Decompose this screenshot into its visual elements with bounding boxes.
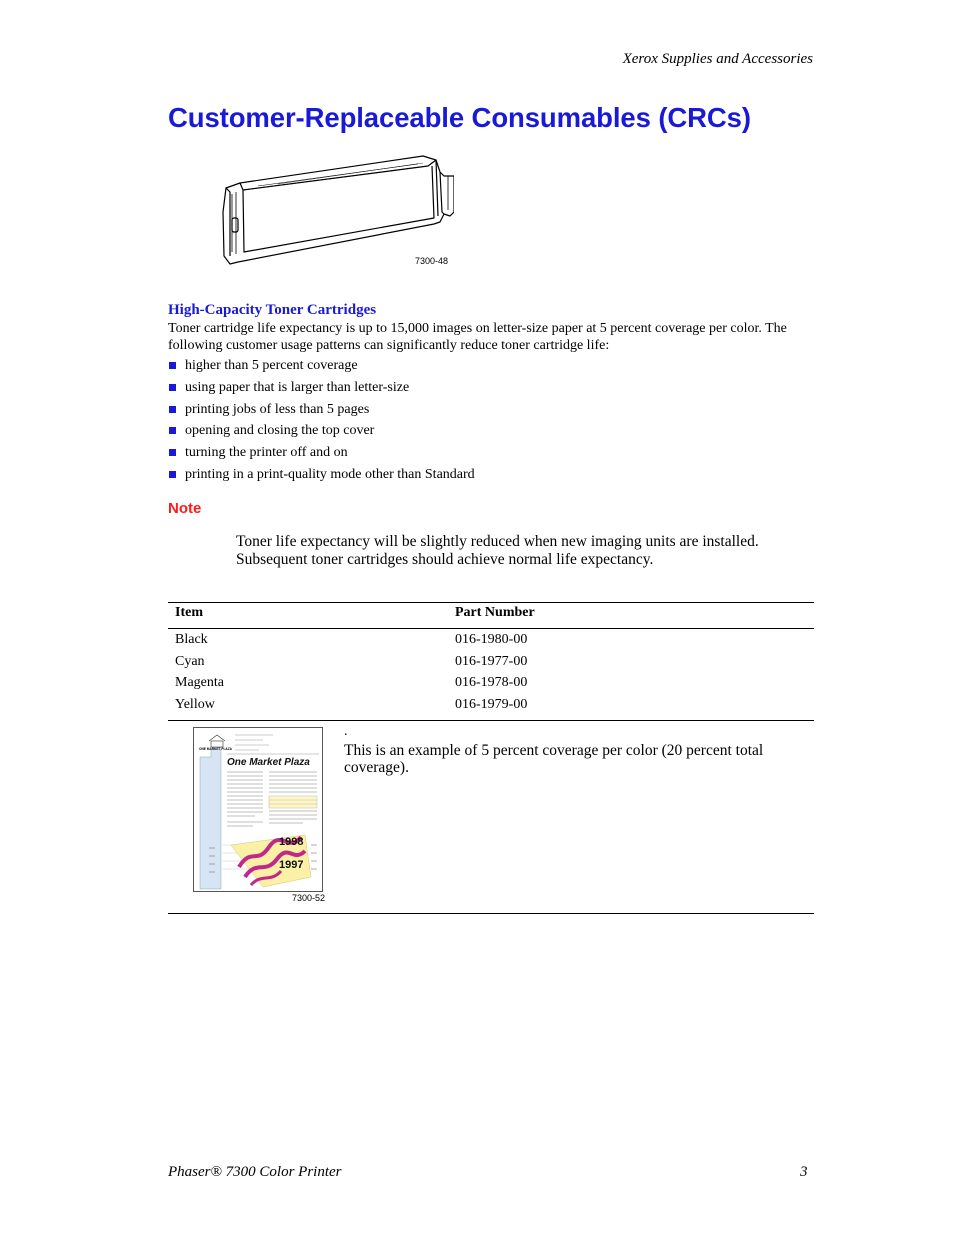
list-item-text: opening and closing the top cover bbox=[185, 423, 375, 439]
sample-page-thumbnail bbox=[193, 727, 323, 893]
table-header-rule bbox=[168, 628, 814, 629]
figure-code-label: 7300-48 bbox=[415, 256, 449, 266]
list-item bbox=[168, 357, 475, 379]
table-header-item: Item bbox=[175, 605, 203, 620]
toner-cartridge-icon bbox=[218, 152, 454, 270]
table-cell-part-number: 016-1979-00 bbox=[455, 697, 528, 712]
coverage-example-figure bbox=[193, 727, 323, 893]
usage-pattern-list bbox=[168, 357, 475, 488]
bullet-square-icon bbox=[169, 449, 176, 456]
table-cell-item: Cyan bbox=[175, 654, 205, 669]
bullet-square-icon bbox=[169, 406, 176, 413]
list-item bbox=[168, 401, 475, 423]
coverage-example-text: This is an example of 5 percent coverage per color (20 percent total coverage). bbox=[344, 742, 764, 776]
intro-paragraph: Toner cartridge life expectancy is up to 15,000 images on letter-size paper at 5 percent coverage per color. The following customer usage patterns can significantly reduce toner cartridge life: bbox=[168, 321, 787, 353]
figure-title-text: One Market Plaza bbox=[227, 757, 310, 768]
list-item-text: printing in a print-quality mode other than Standard bbox=[185, 466, 475, 482]
table-cell-part-number: 016-1978-00 bbox=[455, 675, 528, 690]
running-header: Xerox Supplies and Accessories bbox=[622, 51, 813, 67]
note-label: Note bbox=[168, 500, 202, 517]
table-cell-item: Black bbox=[175, 632, 208, 647]
list-item bbox=[168, 444, 475, 466]
list-item bbox=[168, 466, 475, 488]
bullet-square-icon bbox=[169, 362, 176, 369]
toner-cartridge-figure bbox=[218, 152, 454, 270]
table-cell-item: Yellow bbox=[175, 697, 215, 712]
table-header-part-number: Part Number bbox=[455, 605, 535, 620]
example-dot: . bbox=[344, 724, 348, 739]
list-item bbox=[168, 379, 475, 401]
list-item-text: higher than 5 percent coverage bbox=[185, 358, 358, 373]
bullet-square-icon bbox=[169, 384, 176, 391]
list-item bbox=[168, 422, 475, 444]
figure-code-label: 7300-52 bbox=[292, 893, 326, 903]
figure-logo-text: ONE MARKET PLAZA bbox=[199, 747, 232, 751]
list-item-text: turning the printer off and on bbox=[185, 445, 348, 461]
bullet-square-icon bbox=[169, 427, 176, 434]
table-cell-item: Magenta bbox=[175, 675, 224, 690]
list-item-text: using paper that is larger than letter-size bbox=[185, 379, 410, 395]
table-top-rule bbox=[168, 602, 814, 603]
bullet-square-icon bbox=[169, 471, 176, 478]
table-cell-part-number: 016-1977-00 bbox=[455, 654, 528, 669]
note-text: Toner life expectancy will be slightly reduced when new imaging units are installed. Subsequent toner cartridges should achieve normal life expectancy. bbox=[236, 533, 759, 568]
table-cell-part-number: 016-1980-00 bbox=[455, 632, 528, 647]
figure-year-label: 1997 bbox=[279, 859, 304, 871]
footer-product-name: Phaser® 7300 Color Printer bbox=[168, 1164, 342, 1180]
footer-page-number: 3 bbox=[800, 1164, 808, 1180]
figure-year-label: 1998 bbox=[279, 836, 304, 848]
page-title: Customer-Replaceable Consumables (CRCs) bbox=[168, 102, 751, 133]
section-heading: High-Capacity Toner Cartridges bbox=[168, 302, 377, 318]
table-row-rule bbox=[168, 720, 814, 721]
table-bottom-rule bbox=[168, 913, 814, 914]
list-item-text: printing jobs of less than 5 pages bbox=[185, 401, 370, 417]
